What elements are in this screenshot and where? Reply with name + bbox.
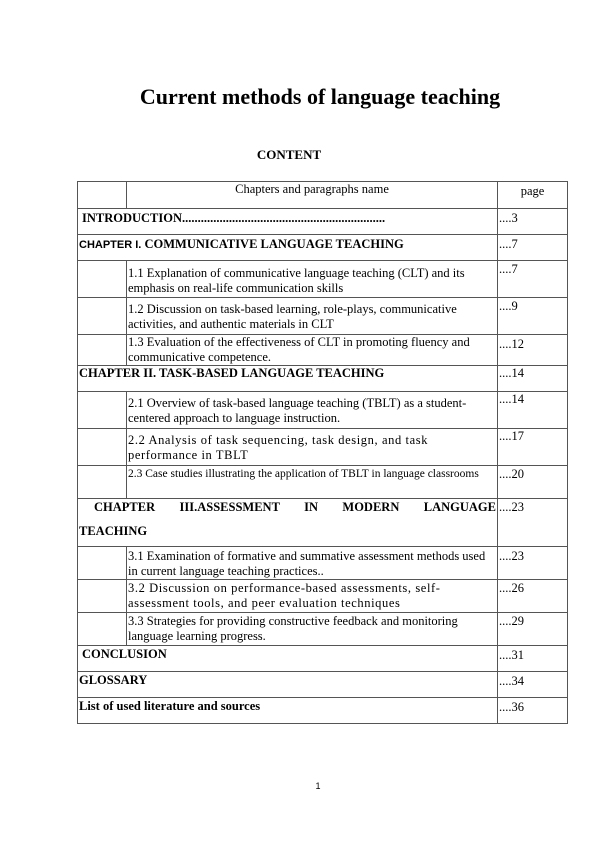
toc-entry-1-3: 1.3 Evaluation of the effectiveness of CLT in promoting fluency and communicative competence. bbox=[127, 335, 498, 366]
toc-page: ....34 bbox=[498, 672, 568, 698]
document-title: Current methods of language teaching bbox=[139, 84, 501, 109]
toc-entry-3-1: 3.1 Examination of formative and summative assessment methods used in current language teaching practices.. bbox=[127, 547, 498, 580]
toc-entry-3-3: 3.3 Strategies for providing constructive feedback and monitoring language learning progress. bbox=[127, 613, 498, 646]
toc-entry-chapter-3 bbox=[78, 499, 498, 547]
toc-page: ....23 bbox=[498, 499, 568, 547]
toc-entry-1-2: 1.2 Discussion on task-based learning, role-plays, communicative activities, and authentic materials in CLT bbox=[127, 298, 498, 335]
toc-page: ....26 bbox=[498, 580, 568, 613]
toc-header-name: Chapters and paragraphs name bbox=[127, 182, 498, 209]
toc-page: ....29 bbox=[498, 613, 568, 646]
toc-page: ....7 bbox=[498, 261, 568, 298]
toc-row bbox=[78, 698, 568, 724]
toc-header-page: page bbox=[498, 182, 568, 209]
toc-page: ....7 bbox=[498, 235, 568, 261]
toc-row bbox=[78, 499, 568, 547]
toc-row bbox=[78, 209, 568, 235]
toc-entry-2-3: 2.3 Case studies illustrating the application of TBLT in language classrooms bbox=[127, 466, 498, 499]
toc-page: ....17 bbox=[498, 429, 568, 466]
toc-entry-2-1: 2.1 Overview of task-based language teaching (TBLT) as a student-centered approach to language instruction. bbox=[127, 392, 498, 429]
page-number: 1 bbox=[315, 781, 321, 791]
toc-entry-introduction: INTRODUCTION................................................................. bbox=[78, 209, 498, 235]
toc-row bbox=[78, 466, 568, 499]
toc-page: ....31 bbox=[498, 646, 568, 672]
toc-entry-2-2: 2.2 Analysis of task sequencing, task design, and task performance in TBLT bbox=[127, 429, 498, 466]
toc-page: ....36 bbox=[498, 698, 568, 724]
toc-entry-1-1: 1.1 Explanation of communicative language teaching (CLT) and its emphasis on real-life communication skills bbox=[127, 261, 498, 298]
toc-row bbox=[78, 298, 568, 335]
toc-entry-glossary: GLOSSARY bbox=[78, 672, 498, 698]
toc-page: ....14 bbox=[498, 392, 568, 429]
toc-page: ....12 bbox=[498, 335, 568, 366]
toc-header-row bbox=[78, 182, 568, 209]
chapter-1-title: COMMUNICATIVE LANGUAGE TEACHING bbox=[144, 237, 404, 251]
toc-row bbox=[78, 366, 568, 392]
toc-entry-chapter-1 bbox=[78, 235, 498, 261]
toc-row bbox=[78, 646, 568, 672]
toc-page: ....14 bbox=[498, 366, 568, 392]
toc-row bbox=[78, 429, 568, 466]
toc-row bbox=[78, 547, 568, 580]
toc-page: ....9 bbox=[498, 298, 568, 335]
chapter-1-prefix: CHAPTER I. bbox=[79, 239, 142, 251]
chapter-3-title-line2: TEACHING bbox=[79, 524, 148, 538]
toc-row bbox=[78, 672, 568, 698]
chapter-3-title-line1: CHAPTER III.ASSESSMENT IN MODERN LANGUAGE bbox=[94, 500, 496, 514]
toc-row bbox=[78, 335, 568, 366]
table-of-contents bbox=[77, 181, 568, 724]
toc-row bbox=[78, 580, 568, 613]
toc-entry-literature: List of used literature and sources bbox=[78, 698, 498, 724]
toc-entry-3-2: 3.2 Discussion on performance-based assessments, self-assessment tools, and peer evaluation techniques bbox=[127, 580, 498, 613]
toc-row bbox=[78, 392, 568, 429]
toc-entry-conclusion: CONCLUSION bbox=[78, 646, 498, 672]
toc-row bbox=[78, 235, 568, 261]
toc-entry-chapter-2: CHAPTER II. TASK-BASED LANGUAGE TEACHING bbox=[78, 366, 498, 392]
toc-row bbox=[78, 613, 568, 646]
toc-page: ....3 bbox=[498, 209, 568, 235]
content-heading: CONTENT bbox=[256, 147, 322, 162]
toc-page: ....20 bbox=[498, 466, 568, 499]
toc-page: ....23 bbox=[498, 547, 568, 580]
toc-row bbox=[78, 261, 568, 298]
